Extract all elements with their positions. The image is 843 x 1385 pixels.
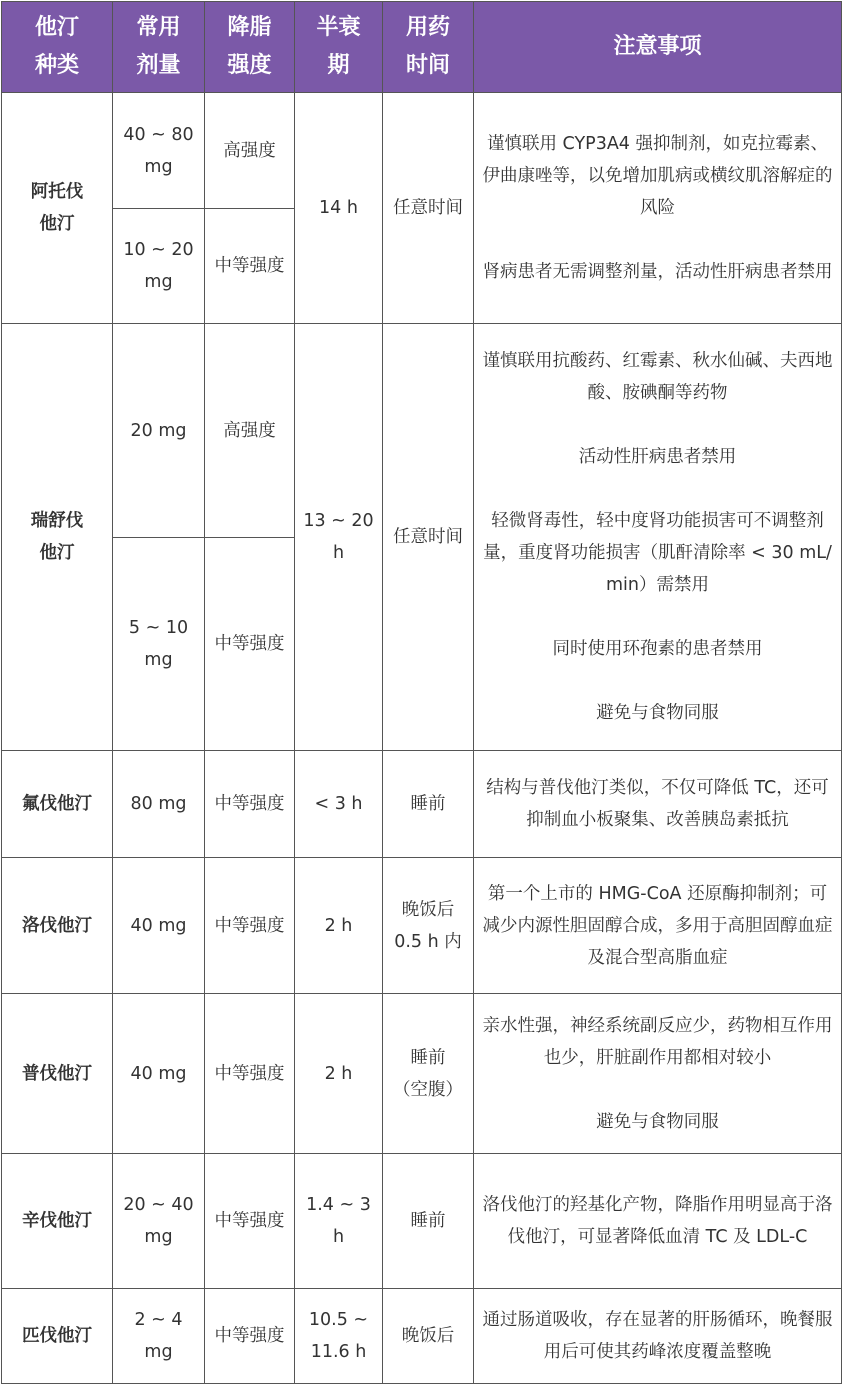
note-text: 活动性肝病患者禁用: [578, 447, 737, 467]
timing-cell: 睡前: [383, 1154, 474, 1289]
dose-cell: 40 mg: [113, 858, 205, 994]
notes-cell: [474, 751, 842, 858]
timing-cell: 任意时间: [383, 93, 474, 324]
dose-cell: 40 ~ 80 mg: [113, 93, 205, 209]
header-timing: 用药 时间: [383, 2, 474, 93]
intensity-cell: 中等强度: [205, 1154, 295, 1289]
table-row: [2, 858, 842, 994]
header-row: [2, 2, 842, 93]
notes-cell: [474, 994, 842, 1154]
half-life-cell: 14 h: [295, 93, 383, 324]
note-text: 谨慎联用抗酸药、红霉素、秋水仙碱、夫西地酸、胺碘酮等药物: [482, 351, 833, 403]
table-row: [2, 994, 842, 1154]
drug-name-simvastatin: 辛伐他汀: [2, 1154, 113, 1289]
drug-name-pitavastatin: 匹伐他汀: [2, 1289, 113, 1384]
intensity-cell: 中等强度: [205, 751, 295, 858]
timing-cell: 睡前 （空腹）: [383, 994, 474, 1154]
header-drug-type: 他汀 种类: [2, 2, 113, 93]
note-text: 结构与普伐他汀类似，不仅可降低 TC，还可抑制血小板聚集、改善胰岛素抵抗: [486, 778, 829, 830]
timing-cell: 睡前: [383, 751, 474, 858]
header-half-life: 半衰 期: [295, 2, 383, 93]
timing-cell: 晚饭后 0.5 h 内: [383, 858, 474, 994]
timing-cell: 晚饭后: [383, 1289, 474, 1384]
notes-cell: [474, 858, 842, 994]
header-dose: 常用 剂量: [113, 2, 205, 93]
dose-cell: 80 mg: [113, 751, 205, 858]
half-life-cell: 13 ~ 20 h: [295, 324, 383, 751]
half-life-cell: 10.5 ~ 11.6 h: [295, 1289, 383, 1384]
note-text: 避免与食物同服: [596, 1111, 719, 1132]
table-row: [2, 93, 842, 209]
table-row: [2, 1154, 842, 1289]
drug-name-lovastatin: 洛伐他汀: [2, 858, 113, 994]
note-text: 通过肠道吸收，存在显著的肝肠循环，晚餐服用后可使其药峰浓度覆盖整晚: [482, 1310, 833, 1362]
dose-cell: 20 mg: [113, 324, 205, 538]
intensity-cell: 高强度: [205, 93, 295, 209]
statin-table: [1, 1, 842, 1384]
intensity-cell: 中等强度: [205, 209, 295, 324]
intensity-cell: 中等强度: [205, 858, 295, 994]
dose-cell: 40 mg: [113, 994, 205, 1154]
intensity-cell: 中等强度: [205, 994, 295, 1154]
dose-cell: 2 ~ 4 mg: [113, 1289, 205, 1384]
note-text: 洛伐他汀的羟基化产物，降脂作用明显高于洛伐他汀，可显著降低血清 TC 及 LDL-C: [482, 1195, 833, 1247]
table-row: [2, 324, 842, 538]
notes-cell: [474, 324, 842, 751]
drug-name-rosuvastatin: 瑞舒伐 他汀: [2, 324, 113, 751]
dose-cell: 10 ~ 20 mg: [113, 209, 205, 324]
notes-cell: [474, 1289, 842, 1384]
intensity-cell: 高强度: [205, 324, 295, 538]
half-life-cell: 2 h: [295, 858, 383, 994]
drug-name-fluvastatin: 氟伐他汀: [2, 751, 113, 858]
half-life-cell: < 3 h: [295, 751, 383, 858]
note-text: 避免与食物同服: [596, 703, 719, 723]
intensity-cell: 中等强度: [205, 538, 295, 751]
half-life-cell: 1.4 ~ 3 h: [295, 1154, 383, 1289]
notes-cell: [474, 1154, 842, 1289]
table-row: [2, 751, 842, 858]
note-text: 轻微肾毒性，轻中度肾功能损害可不调整剂量，重度肾功能损害（肌酐清除率 < 30 mL/min）需禁用: [483, 511, 832, 595]
header-notes: 注意事项: [474, 2, 842, 93]
dose-cell: 5 ~ 10 mg: [113, 538, 205, 751]
note-text: 同时使用环孢素的患者禁用: [552, 639, 763, 659]
drug-name-pravastatin: 普伐他汀: [2, 994, 113, 1154]
note-text: 肾病患者无需调整剂量，活动性肝病患者禁用: [482, 262, 833, 282]
table-row: [2, 1289, 842, 1384]
dose-cell: 20 ~ 40 mg: [113, 1154, 205, 1289]
timing-cell: 任意时间: [383, 324, 474, 751]
header-intensity: 降脂 强度: [205, 2, 295, 93]
note-text: 亲水性强，神经系统副反应少，药物相互作用也少，肝脏副作用都相对较小: [482, 1015, 833, 1068]
note-text: 第一个上市的 HMG-CoA 还原酶抑制剂；可减少内源性胆固醇合成，多用于高胆固醇血症及混合型高脂血症: [482, 883, 833, 968]
notes-cell: [474, 93, 842, 324]
drug-name-atorvastatin: 阿托伐 他汀: [2, 93, 113, 324]
note-text: 谨慎联用 CYP3A4 强抑制剂，如克拉霉素、伊曲康唑等，以免增加肌病或横纹肌溶解症的风险: [482, 134, 833, 218]
intensity-cell: 中等强度: [205, 1289, 295, 1384]
half-life-cell: 2 h: [295, 994, 383, 1154]
